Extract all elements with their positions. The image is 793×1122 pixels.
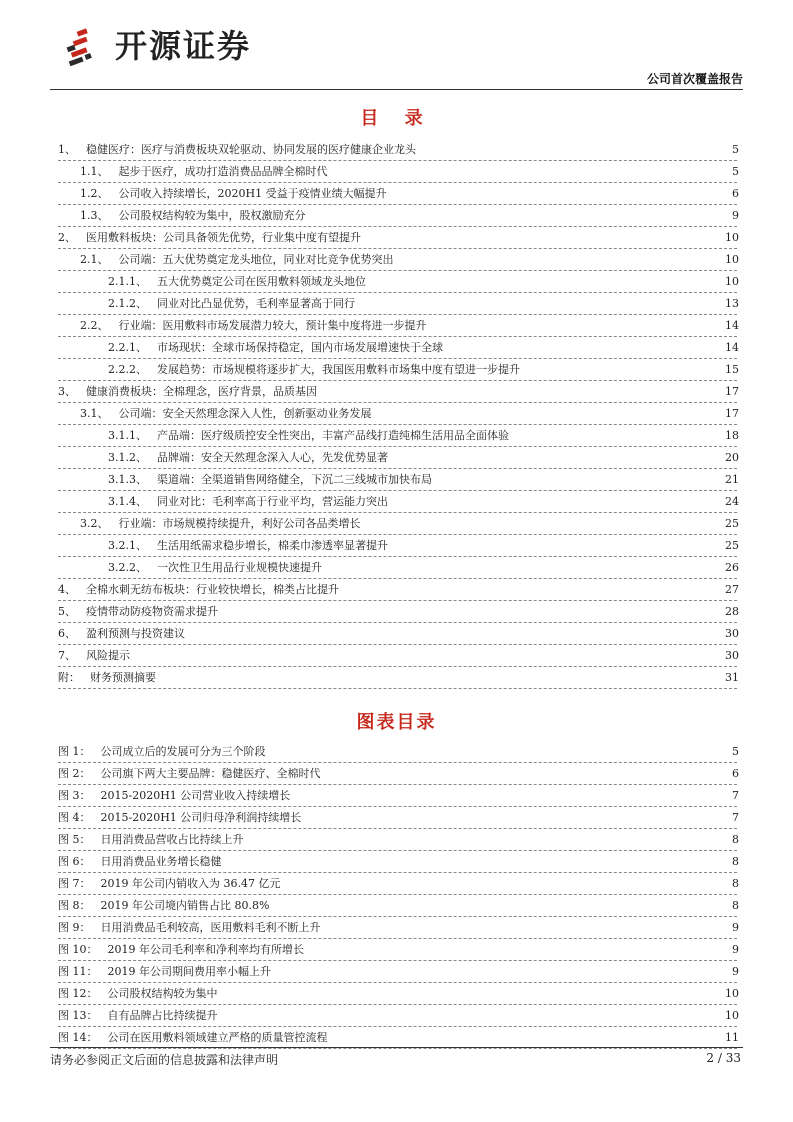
- entry-label: [58, 381, 319, 402]
- entry-label: [58, 741, 268, 762]
- figure-list-item[interactable]: [58, 763, 737, 785]
- figure-list-item[interactable]: [58, 741, 737, 763]
- entry-label: [58, 667, 158, 688]
- entry-text: 疫情带动防疫物资需求提升: [86, 605, 218, 618]
- entry-label: [58, 645, 132, 666]
- header-divider: [50, 89, 743, 90]
- figure-list-item[interactable]: [58, 873, 737, 895]
- toc-entry[interactable]: [58, 667, 737, 689]
- entry-text: 自有品牌占比持续提升: [107, 1009, 218, 1022]
- entry-number: 2.1.2、: [108, 297, 147, 310]
- entry-text: 同业对比凸显优势，毛利率显著高于同行: [157, 297, 355, 310]
- entry-page-number: 7: [730, 785, 739, 806]
- entry-label: [58, 961, 273, 982]
- toc-entry[interactable]: [58, 139, 737, 161]
- entry-label: [58, 895, 271, 916]
- entry-number: 2.2.1、: [108, 341, 147, 354]
- entry-page-number: 11: [723, 1027, 739, 1048]
- entry-text: 公司成立后的发展可分为三个阶段: [100, 745, 266, 758]
- toc-entry[interactable]: [58, 337, 737, 359]
- toc-entry[interactable]: [58, 623, 737, 645]
- footer-disclaimer: 请务必参阅正文后面的信息披露和法律声明: [50, 1053, 279, 1067]
- entry-label: [58, 983, 220, 1004]
- entry-text: 日用消费品营收占比持续上升: [100, 833, 244, 846]
- entry-page-number: 9: [730, 917, 739, 938]
- figure-list: [58, 741, 737, 1049]
- entry-number: 图 2：: [58, 767, 91, 780]
- entry-number: 图 5：: [58, 833, 91, 846]
- entry-number: 3.2.2、: [108, 561, 147, 574]
- entry-text: 同业对比：毛利率高于行业平均，营运能力突出: [157, 495, 388, 508]
- entry-text: 稳健医疗：医疗与消费板块双轮驱动、协同发展的医疗健康企业龙头: [86, 143, 416, 156]
- figure-list-item[interactable]: [58, 939, 737, 961]
- entry-text: 起步于医疗，成功打造消费品品牌全棉时代: [118, 165, 328, 178]
- entry-number: 图 8：: [58, 899, 91, 912]
- toc-entry[interactable]: [58, 381, 737, 403]
- entry-label: [58, 785, 292, 806]
- entry-label: [108, 425, 511, 446]
- entry-label: [58, 1005, 220, 1026]
- entry-page-number: 14: [723, 337, 739, 358]
- toc-entry[interactable]: [58, 359, 737, 381]
- entry-label: [80, 403, 374, 424]
- figure-list-item[interactable]: [58, 917, 737, 939]
- entry-page-number: 15: [723, 359, 739, 380]
- toc-entry[interactable]: [58, 271, 737, 293]
- entry-text: 全棉水刺无纺布板块：行业较快增长，棉类占比提升: [86, 583, 339, 596]
- entry-number: 3.1.2、: [108, 451, 147, 464]
- toc-entry[interactable]: [58, 183, 737, 205]
- entry-text: 2019 年公司境内销售占比 80.8%: [100, 899, 270, 912]
- entry-number: 1.3、: [80, 209, 109, 222]
- toc-entry[interactable]: [58, 513, 737, 535]
- entry-number: 5、: [58, 605, 76, 618]
- entry-text: 公司端：安全天然理念深入人性，创新驱动业务发展: [118, 407, 372, 420]
- entry-label: [108, 337, 445, 358]
- entry-number: 2.2、: [80, 319, 109, 332]
- entry-page-number: 26: [723, 557, 739, 578]
- entry-label: [108, 491, 390, 512]
- table-of-contents: [58, 139, 737, 689]
- entry-page-number: 5: [730, 161, 739, 182]
- entry-text: 日用消费品业务增长稳健: [100, 855, 222, 868]
- entry-label: [80, 161, 330, 182]
- toc-entry[interactable]: [58, 645, 737, 667]
- entry-number: 图 14：: [58, 1031, 98, 1044]
- figure-list-item[interactable]: [58, 807, 737, 829]
- entry-label: [80, 183, 389, 204]
- entry-label: [80, 315, 429, 336]
- toc-entry[interactable]: [58, 469, 737, 491]
- figure-list-item[interactable]: [58, 851, 737, 873]
- entry-text: 医用敷料板块：公司具备领先优势，行业集中度有望提升: [86, 231, 361, 244]
- entry-page-number: 24: [723, 491, 739, 512]
- entry-text: 2015-2020H1 公司归母净利润持续增长: [100, 811, 302, 824]
- figure-list-item[interactable]: [58, 829, 737, 851]
- entry-number: 3.1、: [80, 407, 109, 420]
- entry-number: 图 13：: [58, 1009, 98, 1022]
- page-header: [0, 0, 793, 92]
- entry-page-number: 5: [730, 741, 739, 762]
- entry-label: [80, 205, 308, 226]
- entry-number: 2、: [58, 231, 76, 244]
- entry-text: 品牌端：安全天然理念深入人心，先发优势显著: [157, 451, 388, 464]
- entry-page-number: 30: [723, 645, 739, 666]
- entry-label: [58, 851, 224, 872]
- entry-label: [58, 763, 323, 784]
- company-logo: [63, 22, 251, 70]
- entry-text: 公司股权结构较为集中，股权激励充分: [118, 209, 306, 222]
- entry-text: 市场现状：全球市场保持稳定，国内市场发展增速快于全球: [157, 341, 443, 354]
- entry-number: 图 3：: [58, 789, 91, 802]
- toc-entry[interactable]: [58, 579, 737, 601]
- entry-number: 图 10：: [58, 943, 98, 956]
- toc-entry[interactable]: [58, 557, 737, 579]
- entry-number: 4、: [58, 583, 76, 596]
- entry-text: 盈利预测与投资建议: [86, 627, 185, 640]
- toc-entry[interactable]: [58, 315, 737, 337]
- entry-number: 3.1.4、: [108, 495, 147, 508]
- entry-number: 1、: [58, 143, 76, 156]
- entry-label: [108, 469, 434, 490]
- toc-entry[interactable]: [58, 425, 737, 447]
- entry-label: [58, 139, 418, 160]
- entry-number: 图 7：: [58, 877, 91, 890]
- entry-label: [108, 271, 368, 292]
- figure-list-item[interactable]: [58, 961, 737, 983]
- entry-label: [58, 939, 306, 960]
- toc-entry[interactable]: [58, 227, 737, 249]
- entry-page-number: 8: [730, 851, 739, 872]
- kaiyuan-logo-icon: [63, 24, 107, 68]
- entry-text: 公司收入持续增长，2020H1 受益于疫情业绩大幅提升: [118, 187, 387, 200]
- toc-entry[interactable]: [58, 403, 737, 425]
- entry-number: 1.1、: [80, 165, 109, 178]
- entry-label: [58, 623, 187, 644]
- entry-text: 公司端：五大优势奠定龙头地位，同业对比竞争优势突出: [118, 253, 394, 266]
- entry-page-number: 6: [730, 183, 739, 204]
- entry-label: [58, 873, 282, 894]
- entry-page-number: 31: [723, 667, 739, 688]
- entry-page-number: 17: [723, 381, 739, 402]
- entry-text: 2019 年公司毛利率和净利率均有所增长: [107, 943, 304, 956]
- entry-page-number: 13: [723, 293, 739, 314]
- entry-label: [58, 579, 341, 600]
- entry-number: 图 12：: [58, 987, 98, 1000]
- entry-number: 1.2、: [80, 187, 109, 200]
- figure-list-item[interactable]: [58, 895, 737, 917]
- logo-text: 开源证券: [115, 27, 252, 65]
- entry-page-number: 10: [723, 1005, 739, 1026]
- entry-page-number: 10: [723, 249, 739, 270]
- entry-page-number: 25: [723, 535, 739, 556]
- figure-list-item[interactable]: [58, 1005, 737, 1027]
- entry-number: 附：: [58, 671, 80, 684]
- toc-entry[interactable]: [58, 161, 737, 183]
- entry-number: 7、: [58, 649, 76, 662]
- entry-number: 3.2.1、: [108, 539, 147, 552]
- entry-page-number: 28: [723, 601, 739, 622]
- entry-number: 图 9：: [58, 921, 91, 934]
- entry-page-number: 18: [723, 425, 739, 446]
- entry-page-number: 20: [723, 447, 739, 468]
- entry-label: [58, 917, 323, 938]
- entry-text: 日用消费品毛利较高，医用敷料毛利不断上升: [100, 921, 321, 934]
- page-indicator: 2 / 33: [706, 1051, 741, 1065]
- entry-text: 公司旗下两大主要品牌：稳健医疗、全棉时代: [100, 767, 321, 780]
- entry-label: [58, 807, 303, 828]
- toc-entry[interactable]: [58, 447, 737, 469]
- entry-label: [58, 1027, 330, 1048]
- entry-label: [80, 249, 396, 270]
- entry-number: 图 4：: [58, 811, 91, 824]
- entry-page-number: 10: [723, 227, 739, 248]
- toc-entry[interactable]: [58, 249, 737, 271]
- entry-page-number: 8: [730, 895, 739, 916]
- entry-text: 风险提示: [86, 649, 130, 662]
- figure-list-item[interactable]: [58, 983, 737, 1005]
- entry-page-number: 21: [723, 469, 739, 490]
- entry-page-number: 6: [730, 763, 739, 784]
- entry-text: 财务预测摘要: [90, 671, 156, 684]
- entry-page-number: 5: [730, 139, 739, 160]
- entry-text: 行业端：市场规模持续提升，利好公司各品类增长: [118, 517, 361, 530]
- figure-list-item[interactable]: [58, 785, 737, 807]
- entry-text: 五大优势奠定公司在医用敷料领域龙头地位: [157, 275, 366, 288]
- entry-text: 公司在医用敷料领域建立严格的质量管控流程: [107, 1031, 328, 1044]
- entry-page-number: 10: [723, 271, 739, 292]
- entry-text: 2015-2020H1 公司营业收入持续增长: [100, 789, 291, 802]
- entry-page-number: 14: [723, 315, 739, 336]
- entry-page-number: 7: [730, 807, 739, 828]
- entry-number: 2.1、: [80, 253, 109, 266]
- entry-number: 3.1.3、: [108, 473, 147, 486]
- entry-page-number: 30: [723, 623, 739, 644]
- entry-number: 6、: [58, 627, 76, 640]
- entry-label: [58, 601, 220, 622]
- toc-title: 目 录: [360, 108, 433, 129]
- figure-list-item[interactable]: [58, 1027, 737, 1049]
- toc-entry[interactable]: [58, 601, 737, 623]
- toc-entry[interactable]: [58, 293, 737, 315]
- entry-text: 渠道端：全渠道销售网络健全，下沉二三线城市加快布局: [157, 473, 432, 486]
- toc-entry[interactable]: [58, 205, 737, 227]
- entry-page-number: 9: [730, 205, 739, 226]
- entry-page-number: 10: [723, 983, 739, 1004]
- entry-text: 行业端：医用敷料市场发展潜力较大，预计集中度将进一步提升: [118, 319, 427, 332]
- figure-list-title: 图表目录: [356, 712, 437, 733]
- toc-entry[interactable]: [58, 535, 737, 557]
- entry-label: [108, 447, 390, 468]
- entry-number: 图 11：: [58, 965, 98, 978]
- entry-page-number: 27: [723, 579, 739, 600]
- entry-page-number: 25: [723, 513, 739, 534]
- entry-number: 2.1.1、: [108, 275, 147, 288]
- entry-label: [80, 513, 363, 534]
- entry-number: 图 1：: [58, 745, 91, 758]
- entry-page-number: 9: [730, 939, 739, 960]
- entry-page-number: 9: [730, 961, 739, 982]
- entry-label: [108, 535, 390, 556]
- entry-number: 3.1.1、: [108, 429, 147, 442]
- entry-number: 图 6：: [58, 855, 91, 868]
- footer-divider: [50, 1047, 743, 1048]
- entry-label: [108, 293, 357, 314]
- entry-label: [58, 829, 246, 850]
- entry-page-number: 8: [730, 873, 739, 894]
- entry-text: 生活用纸需求稳步增长，棉柔巾渗透率显著提升: [157, 539, 388, 552]
- entry-label: [108, 557, 324, 578]
- entry-text: 2019 年公司期间费用率小幅上升: [107, 965, 271, 978]
- entry-text: 一次性卫生用品行业规模快速提升: [157, 561, 322, 574]
- entry-text: 健康消费板块：全棉理念，医疗背景，品质基因: [86, 385, 317, 398]
- entry-page-number: 8: [730, 829, 739, 850]
- entry-number: 2.2.2、: [108, 363, 147, 376]
- entry-text: 2019 年公司内销收入为 36.47 亿元: [100, 877, 281, 890]
- entry-text: 发展趋势：市场规模将逐步扩大，我国医用敷料市场集中度有望进一步提升: [157, 363, 520, 376]
- entry-number: 3.2、: [80, 517, 109, 530]
- entry-text: 公司股权结构较为集中: [107, 987, 218, 1000]
- toc-entry[interactable]: [58, 491, 737, 513]
- report-type: 公司首次覆盖报告: [646, 72, 743, 86]
- entry-label: [58, 227, 363, 248]
- entry-page-number: 17: [723, 403, 739, 424]
- entry-label: [108, 359, 522, 380]
- entry-text: 产品端：医疗级质控安全性突出，丰富产品线打造纯棉生活用品全面体验: [157, 429, 509, 442]
- entry-number: 3、: [58, 385, 76, 398]
